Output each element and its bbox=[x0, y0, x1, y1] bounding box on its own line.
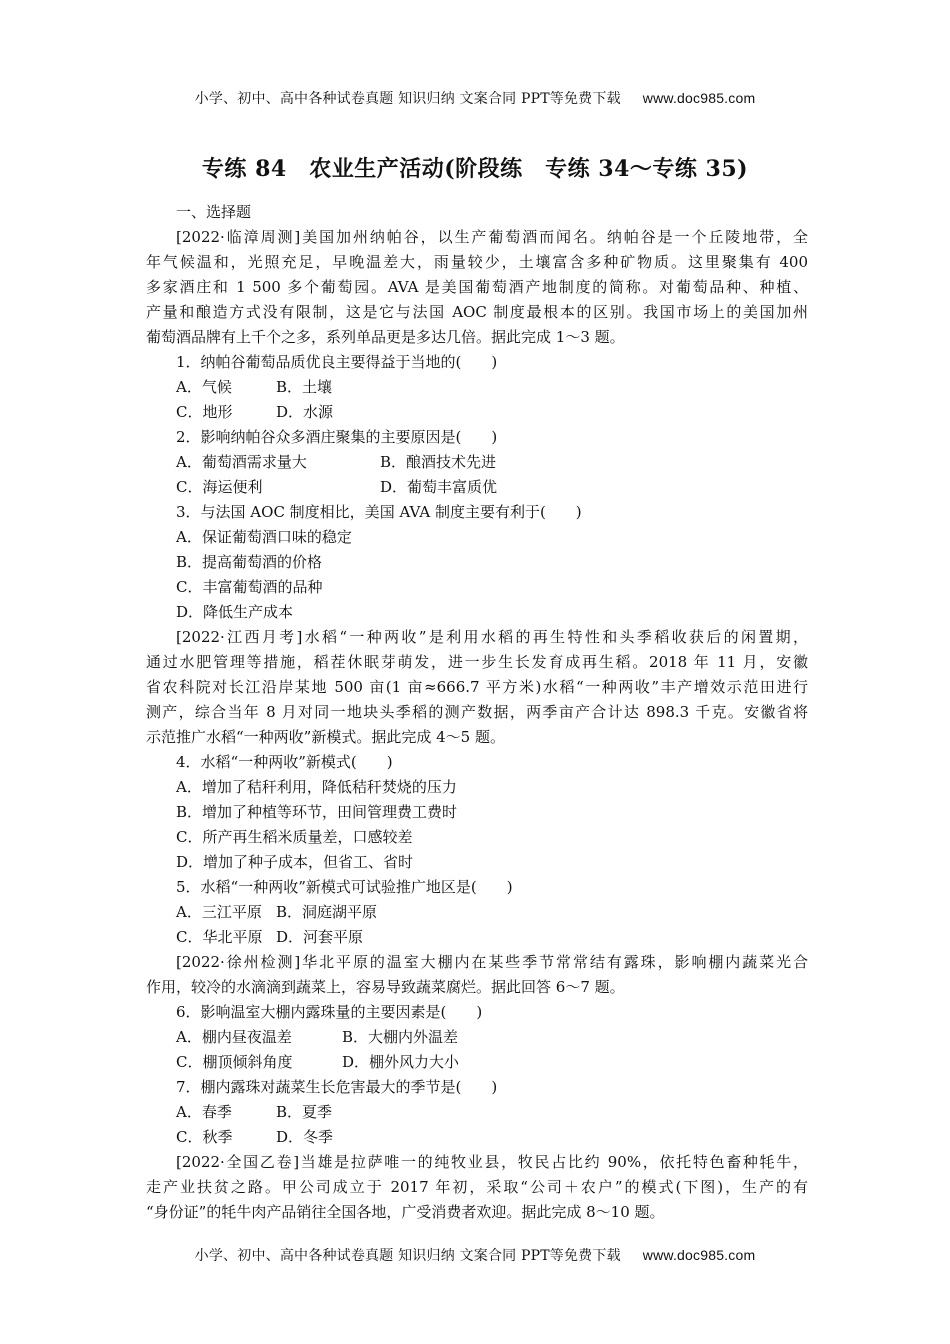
page-title: 专练 84 农业生产活动(阶段练 专练 34～专练 35) bbox=[201, 156, 749, 182]
passage-line: 葡萄酒品牌有上千个之多，系列单品更是多达几倍。据此完成 1～3 题。 bbox=[146, 328, 625, 346]
question-stem: 5．水稻“一种两收”新模式可试验推广地区是( ) bbox=[176, 878, 513, 896]
option-b: B．增加了种植等环节，田间管理费工费时 bbox=[176, 803, 458, 821]
passage-line: [2022·江西月考]水稻“一种两收”是利用水稻的再生特性和头季稻收获后的闲置期， bbox=[176, 628, 808, 646]
option-c: C．丰富葡萄酒的品种 bbox=[176, 578, 323, 596]
passage-line: [2022·全国乙卷]当雄是拉萨唯一的纯牧业县，牧民占比约 90%，依托特色畜种牦牛， bbox=[176, 1153, 808, 1171]
question-6 bbox=[146, 1000, 808, 1075]
passage-line: 省农科院对长江沿岸某地 500 亩(1 亩≈666.7 平方米)水稻“一种两收”丰产增效示范田进行 bbox=[146, 678, 808, 696]
passage-3 bbox=[146, 950, 808, 1000]
question-stem: 3．与法国 AOC 制度相比，美国 AVA 制度主要有利于( ) bbox=[176, 503, 582, 521]
passage-4 bbox=[146, 1150, 808, 1225]
option-d: D．河套平原 bbox=[276, 928, 364, 946]
option-d: D．棚外风力大小 bbox=[342, 1053, 460, 1071]
option-c: C．地形 bbox=[176, 403, 233, 421]
passage-line: “身份证”的牦牛肉产品销往全国各地，广受消费者欢迎。据此完成 8～10 题。 bbox=[146, 1203, 665, 1221]
passage-line: 示范推广水稻“一种两收”新模式。据此完成 4～5 题。 bbox=[146, 728, 505, 746]
option-d: D．水源 bbox=[276, 403, 334, 421]
question-stem: 7．棚内露珠对蔬菜生长危害最大的季节是( ) bbox=[176, 1078, 498, 1096]
option-d: D．葡萄丰富质优 bbox=[380, 478, 498, 496]
option-b: B．夏季 bbox=[276, 1103, 333, 1121]
option-a: A．保证葡萄酒口味的稳定 bbox=[176, 528, 352, 546]
option-c: C．棚顶倾斜角度 bbox=[176, 1053, 293, 1071]
passage-2 bbox=[146, 625, 808, 750]
footer-site[interactable]: www.doc985.com bbox=[642, 1247, 756, 1263]
passage-line: 通过水肥管理等措施，稻茬休眠芽萌发，进一步生长发育成再生稻。2018 年 11 月，安徽 bbox=[146, 653, 808, 671]
option-b: B．大棚内外温差 bbox=[342, 1028, 459, 1046]
question-7 bbox=[146, 1075, 808, 1150]
option-c: C．海运便利 bbox=[176, 478, 263, 496]
option-b: B．酿酒技术先进 bbox=[380, 453, 497, 471]
option-c: C．所产再生稻米质量差，口感较差 bbox=[176, 828, 413, 846]
page-footer bbox=[0, 1245, 950, 1265]
option-d: D．冬季 bbox=[276, 1128, 334, 1146]
question-1 bbox=[146, 350, 808, 425]
passage-line: 走产业扶贫之路。甲公司成立于 2017 年初，采取“公司＋农户”的模式(下图)，生产的有 bbox=[146, 1178, 808, 1196]
passage-line: 多家酒庄和 1 500 多个葡萄园。AVA 是美国葡萄酒产地制度的简称。对葡萄品种、种植、 bbox=[146, 278, 808, 296]
option-a: A．棚内昼夜温差 bbox=[176, 1028, 292, 1046]
document-body bbox=[146, 200, 808, 1225]
option-a: A．葡萄酒需求量大 bbox=[176, 453, 307, 471]
option-a: A．春季 bbox=[176, 1103, 232, 1121]
option-c: C．秋季 bbox=[176, 1128, 233, 1146]
option-b: B．提高葡萄酒的价格 bbox=[176, 553, 323, 571]
passage-line: [2022·徐州检测]华北平原的温室大棚内在某些季节常常结有露珠，影响棚内蔬菜光合 bbox=[176, 953, 808, 971]
question-stem: 4．水稻“一种两收”新模式( ) bbox=[176, 753, 393, 771]
question-stem: 1．纳帕谷葡萄品质优良主要得益于当地的( ) bbox=[176, 353, 498, 371]
question-stem: 2．影响纳帕谷众多酒庄聚集的主要原因是( ) bbox=[176, 428, 498, 446]
question-5 bbox=[146, 875, 808, 950]
question-2 bbox=[146, 425, 808, 500]
passage-1 bbox=[146, 225, 808, 350]
question-stem: 6．影响温室大棚内露珠量的主要因素是( ) bbox=[176, 1003, 483, 1021]
question-3 bbox=[146, 500, 808, 625]
option-d: D．增加了种子成本，但省工、省时 bbox=[176, 853, 414, 871]
option-d: D．降低生产成本 bbox=[176, 603, 294, 621]
footer-text: 小学、初中、高中各种试卷真题 知识归纳 文案合同 PPT等免费下载 bbox=[194, 1248, 621, 1264]
header-text: 小学、初中、高中各种试卷真题 知识归纳 文案合同 PPT等免费下载 bbox=[194, 91, 621, 107]
option-b: B．洞庭湖平原 bbox=[276, 903, 378, 921]
page-header bbox=[0, 88, 950, 108]
passage-line: 产量和酿造方式没有限制，这是它与法国 AOC 制度最根本的区别。我国市场上的美国加州 bbox=[146, 303, 808, 321]
option-a: A．气候 bbox=[176, 378, 232, 396]
option-a: A．增加了秸秆利用，降低秸秆焚烧的压力 bbox=[176, 778, 457, 796]
option-a: A．三江平原 bbox=[176, 903, 262, 921]
section-heading: 一、选择题 bbox=[176, 203, 252, 221]
passage-line: 测产，综合当年 8 月对同一地块头季稻的测产数据，两季亩产合计达 898.3 千克。安徽省将 bbox=[146, 703, 808, 721]
option-b: B．土壤 bbox=[276, 378, 333, 396]
passage-line: 作用，较冷的水滴滴到蔬菜上，容易导致蔬菜腐烂。据此回答 6～7 题。 bbox=[146, 978, 625, 996]
passage-line: [2022·临漳周测]美国加州纳帕谷，以生产葡萄酒而闻名。纳帕谷是一个丘陵地带，全 bbox=[176, 228, 808, 246]
option-c: C．华北平原 bbox=[176, 928, 263, 946]
header-site[interactable]: www.doc985.com bbox=[642, 90, 756, 106]
question-4 bbox=[146, 750, 808, 875]
passage-line: 年气候温和，光照充足，早晚温差大，雨量较少，土壤富含多种矿物质。这里聚集有 400 bbox=[146, 253, 808, 271]
